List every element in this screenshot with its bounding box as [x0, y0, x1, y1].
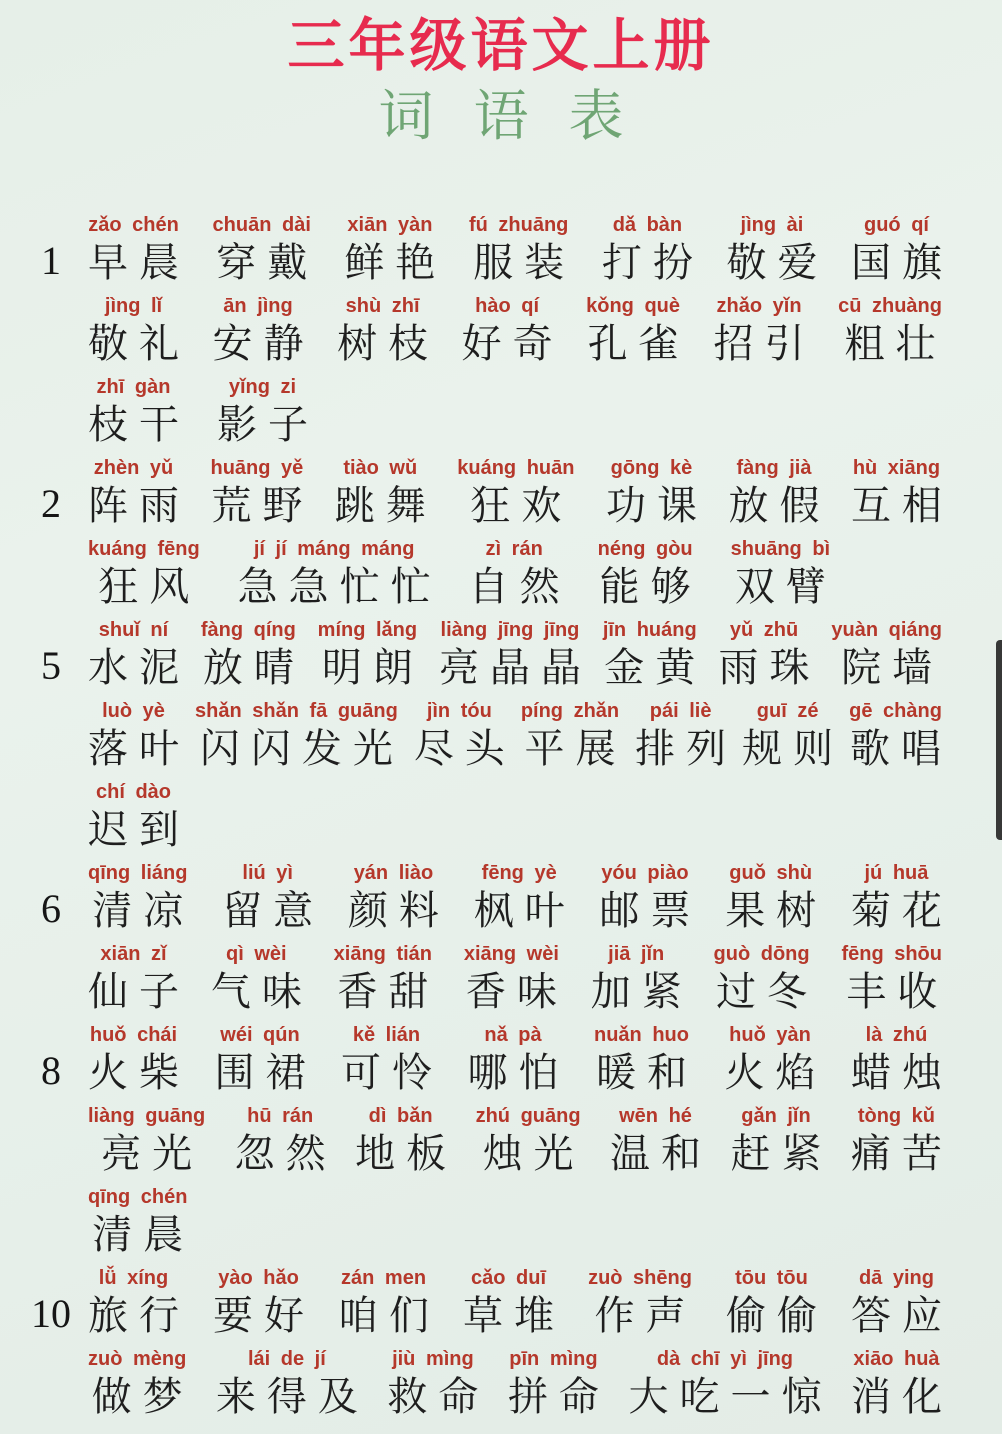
- pinyin-label: luò yè: [102, 700, 165, 722]
- pinyin-label: guī zé: [756, 700, 819, 722]
- word-entry: [742, 700, 845, 774]
- word-entry: [88, 1105, 205, 1179]
- word-entry: [468, 214, 576, 288]
- pinyin-label: liàng guāng: [88, 1105, 206, 1127]
- word-line: [88, 1348, 953, 1429]
- word-entry: [88, 943, 190, 1017]
- hanzi-word: 双臂: [734, 564, 837, 609]
- word-entry: [88, 862, 195, 936]
- word-entry: [468, 538, 571, 612]
- pinyin-label: xiāng wèi: [463, 943, 559, 965]
- pinyin-label: huǒ chái: [89, 1024, 178, 1046]
- pinyin-label: huāng yě: [210, 457, 304, 479]
- word-entry: [88, 1186, 195, 1260]
- pinyin-label: tòng kǔ: [857, 1105, 936, 1127]
- hanzi-word: 安静: [212, 321, 315, 366]
- word-entry: [457, 457, 574, 531]
- word-entry: [473, 862, 576, 936]
- hanzi-word: 放晴: [202, 645, 305, 690]
- pinyin-label: gǎn jǐn: [741, 1105, 811, 1127]
- word-entry: [355, 1105, 458, 1179]
- hanzi-word: 温和: [610, 1131, 713, 1176]
- hanzi-word: 歌唱: [850, 726, 953, 771]
- pinyin-label: jìng ài: [740, 214, 804, 236]
- word-entry: [210, 943, 313, 1017]
- hanzi-word: 仙子: [88, 969, 190, 1014]
- pinyin-label: yóu piào: [601, 862, 689, 884]
- word-entry: [210, 457, 314, 531]
- pinyin-label: dǎ bàn: [612, 214, 683, 236]
- pinyin-label: zì rán: [485, 538, 543, 560]
- pinyin-label: xiān yàn: [347, 214, 433, 236]
- hanzi-word: 咱们: [338, 1293, 441, 1338]
- pinyin-label: jìn tóu: [426, 700, 492, 722]
- word-entry: [594, 1024, 698, 1098]
- hanzi-word: 能够: [599, 564, 702, 609]
- word-entry: [728, 457, 831, 531]
- pinyin-label: fú zhuāng: [468, 214, 569, 236]
- pinyin-label: dà chī yì jīng: [656, 1348, 794, 1370]
- hanzi-word: 地板: [355, 1131, 458, 1176]
- word-entry: [88, 295, 190, 369]
- pinyin-label: dì bǎn: [368, 1105, 433, 1127]
- word-entry: [334, 457, 437, 531]
- word-entry: [725, 1267, 828, 1341]
- word-line: [88, 295, 947, 376]
- word-entry: [88, 700, 190, 774]
- pinyin-label: cǎo duī: [471, 1267, 547, 1289]
- pinyin-label: kǒng què: [586, 295, 681, 317]
- word-entry: [635, 700, 738, 774]
- pinyin-label: tōu tōu: [735, 1267, 808, 1289]
- word-entry: [347, 862, 450, 936]
- word-entry: [237, 538, 442, 612]
- word-line: [88, 457, 953, 538]
- hanzi-word: 早晨: [88, 240, 190, 285]
- word-entry: [841, 943, 949, 1017]
- hanzi-word: 蜡烛: [850, 1050, 953, 1095]
- pinyin-label: liàng jīng jīng: [440, 619, 580, 641]
- word-entry: [215, 1348, 369, 1422]
- word-entry: [88, 619, 190, 693]
- hanzi-word: 大吃一惊: [628, 1374, 833, 1419]
- lesson-block: [41, 862, 953, 1024]
- word-entry: [850, 1024, 953, 1098]
- pinyin-label: yǐng zi: [228, 376, 297, 398]
- pinyin-label: fàng qíng: [200, 619, 296, 641]
- hanzi-word: 哪怕: [467, 1050, 570, 1095]
- pinyin-label: xiāo huà: [853, 1348, 940, 1370]
- pinyin-label: zuò shēng: [588, 1267, 692, 1289]
- word-entry: [88, 781, 190, 855]
- word-entry: [213, 1267, 316, 1341]
- pinyin-label: jiā jǐn: [608, 943, 665, 965]
- hanzi-word: 暖和: [595, 1050, 698, 1095]
- hanzi-word: 水泥: [88, 645, 190, 690]
- word-entry: [850, 862, 953, 936]
- pinyin-label: kuáng huān: [457, 457, 575, 479]
- hanzi-word: 影子: [217, 402, 319, 447]
- word-line: [88, 781, 942, 862]
- pinyin-label: lái de jí: [247, 1348, 326, 1370]
- word-entry: [475, 1105, 585, 1179]
- hanzi-word: 颜料: [347, 888, 450, 933]
- lesson-block: [31, 1267, 953, 1429]
- pinyin-label: hào qí: [475, 295, 540, 317]
- pinyin-label: jiù mìng: [392, 1348, 474, 1370]
- word-entry: [467, 1024, 570, 1098]
- hanzi-word: 穿戴: [216, 240, 319, 285]
- pinyin-label: zhǎo yǐn: [716, 295, 802, 317]
- pinyin-label: lǚ xíng: [98, 1267, 169, 1289]
- pinyin-label: ān jìng: [223, 295, 293, 317]
- word-entry: [588, 1267, 697, 1341]
- pinyin-label: guó qí: [863, 214, 929, 236]
- word-line: [88, 619, 942, 700]
- word-entry: [838, 295, 947, 369]
- hanzi-word: 自然: [468, 564, 571, 609]
- word-entry: [88, 1267, 190, 1341]
- word-entry: [88, 1024, 190, 1098]
- hanzi-word: 闪闪发光: [199, 726, 404, 771]
- word-entry: [333, 943, 440, 1017]
- hanzi-word: 邮票: [599, 888, 702, 933]
- hanzi-word: 香味: [465, 969, 568, 1014]
- pinyin-label: chuān dài: [212, 214, 311, 236]
- word-entry: [586, 295, 690, 369]
- hanzi-word: 狂欢: [470, 483, 573, 528]
- hanzi-word: 火焰: [724, 1050, 827, 1095]
- hanzi-word: 旅行: [88, 1293, 190, 1338]
- hanzi-word: 要好: [213, 1293, 316, 1338]
- word-entry: [601, 214, 704, 288]
- hanzi-word: 平展: [524, 726, 627, 771]
- hanzi-word: 救命: [387, 1374, 490, 1419]
- word-line: [88, 1105, 953, 1186]
- word-entry: [718, 619, 821, 693]
- pinyin-label: jìng lǐ: [104, 295, 163, 317]
- word-entry: [850, 1105, 953, 1179]
- hanzi-word: 气味: [210, 969, 313, 1014]
- word-entry: [338, 1267, 441, 1341]
- pinyin-label: fēng shōu: [841, 943, 942, 965]
- hanzi-word: 阵雨: [88, 483, 190, 528]
- pinyin-label: pái liè: [649, 700, 712, 722]
- hanzi-word: 排列: [635, 726, 738, 771]
- pinyin-label: huǒ yàn: [729, 1024, 811, 1046]
- pinyin-label: là zhú: [865, 1024, 928, 1046]
- pinyin-label: gē chàng: [849, 700, 942, 722]
- lesson-block: [41, 214, 953, 457]
- hanzi-word: 菊花: [850, 888, 953, 933]
- hanzi-word: 清晨: [92, 1212, 195, 1257]
- word-entry: [605, 457, 708, 531]
- pinyin-label: yuàn qiáng: [831, 619, 942, 641]
- pinyin-label: yán liào: [353, 862, 434, 884]
- pinyin-label: zhú guāng: [475, 1105, 581, 1127]
- photo-edge-artifact: [996, 640, 1002, 840]
- hanzi-word: 果树: [725, 888, 828, 933]
- hanzi-word: 树枝: [337, 321, 440, 366]
- word-entry: [507, 1348, 610, 1422]
- hanzi-word: 消化: [851, 1374, 953, 1419]
- word-entry: [850, 1267, 953, 1341]
- page-subtitle: 词语表: [378, 86, 664, 147]
- word-line: [88, 943, 949, 1024]
- word-entry: [463, 1267, 566, 1341]
- hanzi-word: 敬爱: [726, 240, 829, 285]
- pinyin-label: wēn hé: [619, 1105, 692, 1127]
- pinyin-label: nǎ pà: [484, 1024, 542, 1046]
- hanzi-word: 可怜: [341, 1050, 443, 1095]
- hanzi-word: 迟到: [88, 807, 190, 852]
- word-entry: [599, 862, 702, 936]
- pinyin-label: fàng jià: [736, 457, 812, 479]
- word-line: [88, 1024, 953, 1105]
- lessons-list: [31, 214, 953, 1429]
- hanzi-word: 枫叶: [473, 888, 576, 933]
- pinyin-label: guò dōng: [713, 943, 810, 965]
- hanzi-word: 忽然: [234, 1131, 337, 1176]
- word-line: [88, 700, 953, 781]
- word-entry: [214, 1024, 317, 1098]
- pinyin-label: yào hǎo: [218, 1267, 299, 1289]
- pinyin-label: shuāng bì: [730, 538, 831, 560]
- hanzi-word: 敬礼: [88, 321, 190, 366]
- word-entry: [344, 214, 447, 288]
- hanzi-word: 枝干: [88, 402, 190, 447]
- word-entry: [88, 214, 190, 288]
- pinyin-label: guǒ shù: [729, 862, 813, 884]
- word-line: [88, 1267, 953, 1348]
- pinyin-label: tiào wǔ: [343, 457, 418, 479]
- word-line: [88, 214, 953, 295]
- lesson-number: 2: [41, 481, 61, 526]
- pinyin-label: shuǐ ní: [98, 619, 169, 641]
- lesson-block: [41, 619, 953, 862]
- pinyin-label: cū zhuàng: [838, 295, 942, 317]
- hanzi-word: 院墙: [841, 645, 944, 690]
- hanzi-word: 放假: [728, 483, 831, 528]
- word-entry: [88, 376, 190, 450]
- hanzi-word: 亮光: [101, 1131, 204, 1176]
- word-entry: [461, 295, 564, 369]
- hanzi-word: 孔雀: [587, 321, 690, 366]
- hanzi-word: 狂风: [98, 564, 201, 609]
- word-entry: [713, 295, 816, 369]
- hanzi-word: 烛光: [482, 1131, 585, 1176]
- pinyin-label: shǎn shǎn fā guāng: [195, 700, 398, 722]
- pinyin-label: kuáng fēng: [88, 538, 200, 560]
- word-entry: [217, 376, 319, 450]
- word-entry: [88, 1348, 194, 1422]
- hanzi-word: 作声: [594, 1293, 697, 1338]
- hanzi-word: 鲜艳: [344, 240, 447, 285]
- word-entry: [849, 700, 953, 774]
- hanzi-word: 荒野: [211, 483, 314, 528]
- hanzi-word: 草堆: [463, 1293, 566, 1338]
- hanzi-word: 亮晶晶: [438, 645, 592, 690]
- hanzi-word: 过冬: [716, 969, 819, 1014]
- pinyin-label: zán men: [341, 1267, 427, 1289]
- word-entry: [200, 619, 305, 693]
- lesson-number: 5: [41, 643, 61, 688]
- word-entry: [730, 1105, 833, 1179]
- hanzi-word: 功课: [605, 483, 708, 528]
- word-entry: [317, 619, 424, 693]
- pinyin-label: jīn huáng: [602, 619, 697, 641]
- word-entry: [88, 538, 200, 612]
- word-entry: [730, 538, 837, 612]
- word-line: [88, 862, 953, 943]
- pinyin-label: jí jí máng máng: [253, 538, 415, 560]
- word-entry: [463, 943, 568, 1017]
- word-entry: [602, 619, 707, 693]
- pinyin-label: chí dào: [95, 781, 171, 803]
- pinyin-label: zhèn yǔ: [93, 457, 174, 479]
- word-entry: [850, 457, 953, 531]
- hanzi-word: 赶紧: [730, 1131, 833, 1176]
- word-entry: [212, 295, 315, 369]
- hanzi-word: 尽头: [413, 726, 516, 771]
- pinyin-label: xiān zǐ: [100, 943, 167, 965]
- hanzi-word: 国旗: [850, 240, 953, 285]
- pinyin-label: hū rán: [247, 1105, 314, 1127]
- word-entry: [337, 295, 440, 369]
- word-entry: [724, 1024, 827, 1098]
- hanzi-word: 明朗: [321, 645, 424, 690]
- hanzi-word: 围裙: [214, 1050, 317, 1095]
- pinyin-label: kě lián: [352, 1024, 421, 1046]
- pinyin-label: gōng kè: [610, 457, 693, 479]
- lesson-block: [41, 457, 953, 619]
- word-entry: [726, 214, 829, 288]
- word-entry: [413, 700, 516, 774]
- hanzi-word: 做梦: [91, 1374, 194, 1419]
- word-entry: [234, 1105, 337, 1179]
- word-entry: [387, 1348, 490, 1422]
- hanzi-word: 留意: [222, 888, 325, 933]
- pinyin-label: néng gòu: [597, 538, 693, 560]
- lesson-block: [41, 1024, 953, 1267]
- pinyin-label: dā ying: [858, 1267, 934, 1289]
- pinyin-label: jú huā: [864, 862, 929, 884]
- word-entry: [851, 1348, 953, 1422]
- word-entry: [222, 862, 325, 936]
- pinyin-label: zǎo chén: [88, 214, 179, 236]
- hanzi-word: 落叶: [88, 726, 190, 771]
- pinyin-label: wéi qún: [220, 1024, 300, 1046]
- word-entry: [520, 700, 627, 774]
- word-entry: [341, 1024, 443, 1098]
- page-title: 三年级语文上册: [287, 14, 715, 78]
- pinyin-label: fēng yè: [481, 862, 557, 884]
- word-line: [88, 376, 942, 457]
- pinyin-label: píng zhǎn: [520, 700, 620, 722]
- hanzi-word: 好奇: [461, 321, 564, 366]
- hanzi-word: 服装: [473, 240, 576, 285]
- hanzi-word: 打扮: [601, 240, 704, 285]
- pinyin-label: shù zhī: [345, 295, 420, 317]
- pinyin-label: qīng chén: [88, 1186, 188, 1208]
- word-entry: [597, 538, 702, 612]
- hanzi-word: 来得及: [215, 1374, 369, 1419]
- hanzi-word: 互相: [850, 483, 953, 528]
- lesson-number: 8: [41, 1048, 61, 1093]
- hanzi-word: 痛苦: [850, 1131, 953, 1176]
- pinyin-label: yǔ zhū: [729, 619, 799, 641]
- word-line: [88, 1186, 942, 1267]
- hanzi-word: 雨珠: [718, 645, 821, 690]
- word-entry: [610, 1105, 713, 1179]
- word-entry: [628, 1348, 833, 1422]
- hanzi-word: 招引: [713, 321, 816, 366]
- pinyin-label: pīn mìng: [509, 1348, 598, 1370]
- hanzi-word: 清凉: [92, 888, 195, 933]
- word-entry: [725, 862, 828, 936]
- pinyin-label: nuǎn huo: [594, 1024, 689, 1046]
- hanzi-word: 拼命: [507, 1374, 610, 1419]
- pinyin-label: xiāng tián: [333, 943, 433, 965]
- word-entry: [438, 619, 592, 693]
- word-entry: [713, 943, 819, 1017]
- hanzi-word: 金黄: [604, 645, 707, 690]
- hanzi-word: 加紧: [590, 969, 693, 1014]
- hanzi-word: 规则: [742, 726, 845, 771]
- hanzi-word: 急急忙忙: [237, 564, 442, 609]
- hanzi-word: 香甜: [337, 969, 440, 1014]
- pinyin-label: zuò mèng: [88, 1348, 187, 1370]
- hanzi-word: 丰收: [846, 969, 949, 1014]
- hanzi-word: 火柴: [88, 1050, 190, 1095]
- lesson-number: 6: [41, 886, 61, 931]
- hanzi-word: 偷偷: [725, 1293, 828, 1338]
- hanzi-word: 跳舞: [334, 483, 437, 528]
- word-entry: [850, 214, 953, 288]
- pinyin-label: liú yì: [242, 862, 293, 884]
- pinyin-label: míng lǎng: [317, 619, 418, 641]
- lesson-number: 1: [41, 238, 61, 283]
- word-entry: [195, 700, 404, 774]
- word-line: [88, 538, 942, 619]
- word-entry: [212, 214, 319, 288]
- word-entry: [88, 457, 190, 531]
- word-entry: [831, 619, 942, 693]
- hanzi-word: 答应: [850, 1293, 953, 1338]
- pinyin-label: hù xiāng: [852, 457, 941, 479]
- pinyin-label: qīng liáng: [88, 862, 188, 884]
- pinyin-label: zhī gàn: [96, 376, 171, 398]
- pinyin-label: qì wèi: [226, 943, 287, 965]
- hanzi-word: 粗壮: [844, 321, 947, 366]
- lesson-number: 10: [31, 1291, 71, 1336]
- word-entry: [590, 943, 693, 1017]
